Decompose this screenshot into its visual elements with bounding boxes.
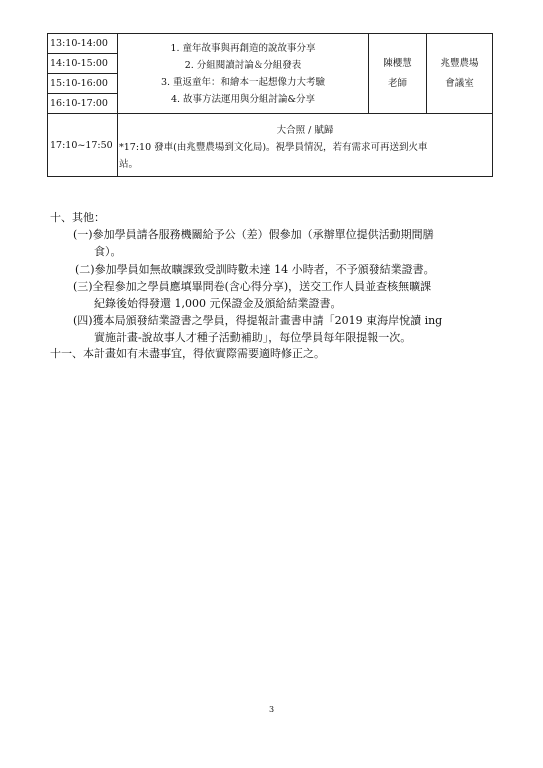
time-cell: 13:10-14:00 — [48, 34, 118, 54]
table-row — [48, 114, 493, 177]
topic-line: 1. 童年故事與再創造的說故事分享 — [170, 42, 316, 54]
page-number: 3 — [268, 705, 275, 714]
other-item-4-line1: (四)獲本局頒發結業證書之學員，得提報計畫書申請「2019 東海岸悅讀 ing — [73, 314, 443, 327]
speaker-title: 老師 — [387, 77, 407, 89]
topic-line: 3. 重返童年：和繪本一起想像力大考驗 — [160, 76, 326, 88]
table-row — [48, 34, 493, 54]
note-line: 站。 — [119, 159, 139, 170]
schedule-table — [47, 33, 493, 177]
time-cell: 16:10-17:00 — [48, 94, 118, 114]
other-item-2-line1: (二)參加學員如無故曠課致受訓時數未達 14 小時者，不予頒發結業證書。 — [75, 263, 435, 276]
speaker-name: 陳櫻慧 — [383, 57, 412, 69]
time-cell: 15:10-16:00 — [48, 74, 118, 94]
topic-line: 4. 故事方法運用與分組討論&分享 — [170, 93, 316, 105]
speaker-cell — [369, 34, 427, 114]
time-cell: 14:10-15:00 — [48, 54, 118, 74]
closing-session-title: 大合照 / 賦歸 — [276, 125, 334, 136]
section-heading-other: 十、其他： — [50, 211, 105, 224]
venue-cell — [427, 34, 493, 114]
venue-room: 會議室 — [445, 77, 474, 89]
note-line: *17:10 發車(由兆豐農場到文化局)。視學員情況，若有需求可再送到火車 — [119, 142, 428, 153]
other-item-4-line2: 實施計畫-說故事人才種子活動補助」，每位學員每年限提報一次。 — [94, 331, 412, 344]
closing-session-cell — [118, 114, 493, 177]
other-item-3-line1: (三)全程參加之學員應填畢問卷(含心得分享)，送交工作人員並查核無曠課 — [73, 280, 432, 293]
closing-clause: 十一、本計畫如有未盡事宜，得依實際需要適時修正之。 — [50, 347, 325, 360]
topics-cell — [118, 34, 369, 114]
topic-line: 2. 分組閱讀討論＆分組發表 — [184, 59, 302, 71]
other-item-1-line1: (一)參加學員請各服務機關給予公（差）假參加（承辦單位提供活動期間膳 — [73, 228, 434, 241]
venue-name: 兆豐農場 — [440, 57, 479, 69]
time-cell: 17:10~17:50 — [48, 114, 118, 177]
closing-session-note — [118, 139, 492, 173]
other-item-3-line2: 紀錄後始得發還 1,000 元保證金及頒給結業證書。 — [94, 297, 342, 310]
other-item-1-line2: 食）。 — [94, 245, 122, 258]
